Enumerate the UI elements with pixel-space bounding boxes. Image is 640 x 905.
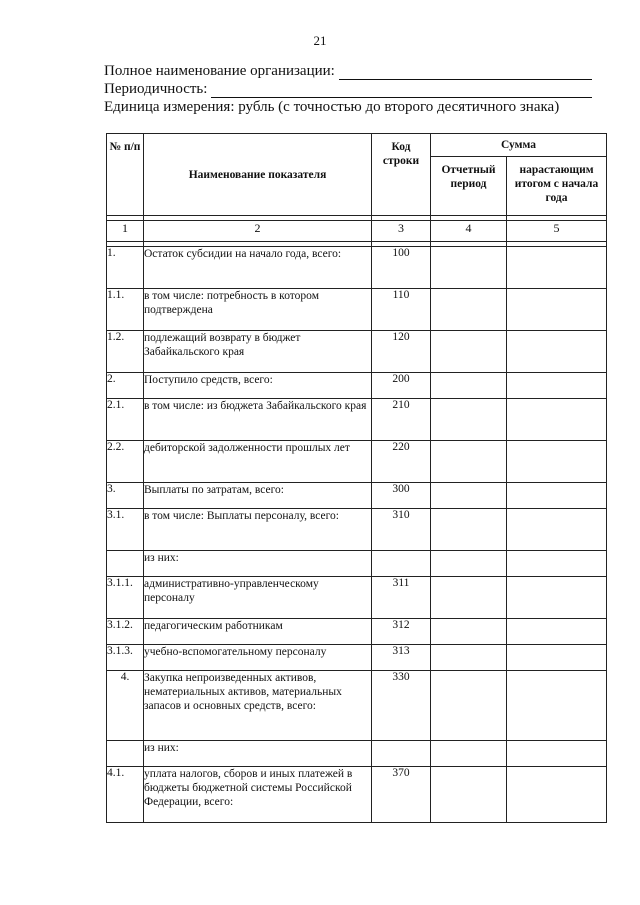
cumulative-value-cell[interactable] [507,577,607,619]
report-table [106,133,607,823]
row-code [372,741,431,767]
period-value-cell[interactable] [431,509,507,551]
period-value-cell[interactable] [431,289,507,331]
row-number: 2.2. [107,441,144,483]
row-code: 220 [372,441,431,483]
indicator-name: из них: [144,551,372,577]
period-value-cell[interactable] [431,741,507,767]
row-number: 1.1. [107,289,144,331]
period-value-cell[interactable] [431,373,507,399]
row-code: 370 [372,767,431,823]
indicator-name: Остаток субсидии на начало года, всего: [144,247,372,289]
row-number: 3.1. [107,509,144,551]
table-row [107,551,607,577]
row-number: 4. [107,671,144,741]
table-row [107,741,607,767]
row-code [372,551,431,577]
row-number: 1. [107,247,144,289]
cumulative-value-cell[interactable] [507,247,607,289]
indicator-name: в том числе: потребность в котором подтверждена [144,289,372,331]
header-code: Код строки [372,134,431,216]
cumulative-value-cell[interactable] [507,399,607,441]
cumulative-value-cell[interactable] [507,331,607,373]
table-row [107,509,607,551]
periodicity-line [104,80,604,98]
row-code: 210 [372,399,431,441]
indicator-name: Поступило средств, всего: [144,373,372,399]
header-name: Наименование показателя [144,134,372,216]
row-number: 4.1. [107,767,144,823]
periodicity-blank [211,84,592,98]
row-code: 311 [372,577,431,619]
index-cell: 2 [144,221,372,242]
row-number: 3.1.1. [107,577,144,619]
cumulative-value-cell[interactable] [507,509,607,551]
period-value-cell[interactable] [431,441,507,483]
row-number: 3.1.3. [107,645,144,671]
index-cell: 5 [507,221,607,242]
table-row [107,331,607,373]
period-value-cell[interactable] [431,331,507,373]
cumulative-value-cell[interactable] [507,551,607,577]
header-cumulative: нарастающим итогом с начала года [507,157,607,216]
table-row [107,247,607,289]
indicator-name: в том числе: Выплаты персоналу, всего: [144,509,372,551]
row-code: 200 [372,373,431,399]
row-number: 3.1.2. [107,619,144,645]
period-value-cell[interactable] [431,767,507,823]
indicator-name: педагогическим работникам [144,619,372,645]
indicator-name: из них: [144,741,372,767]
row-code: 120 [372,331,431,373]
cumulative-value-cell[interactable] [507,441,607,483]
row-code: 330 [372,671,431,741]
header-period: Отчетный период [431,157,507,216]
row-number: 3. [107,483,144,509]
row-code: 312 [372,619,431,645]
indicator-name: административно-управленческому персоналу [144,577,372,619]
report-body [107,216,607,823]
indicator-name: в том числе: из бюджета Забайкальского края [144,399,372,441]
organization-line [104,62,604,80]
period-value-cell[interactable] [431,619,507,645]
indicator-name: Выплаты по затратам, всего: [144,483,372,509]
row-number: 2.1. [107,399,144,441]
row-number [107,741,144,767]
row-number: 2. [107,373,144,399]
table-row [107,767,607,823]
period-value-cell[interactable] [431,247,507,289]
table-row [107,399,607,441]
organization-blank [339,66,592,80]
header-sum: Сумма [431,134,607,157]
period-value-cell[interactable] [431,577,507,619]
periodicity-label: Периодичность: [104,81,208,97]
row-code: 313 [372,645,431,671]
organization-label: Полное наименование организации: [104,63,335,79]
table-row [107,441,607,483]
cumulative-value-cell[interactable] [507,645,607,671]
header-num: № п/п [107,134,144,216]
cumulative-value-cell[interactable] [507,671,607,741]
cumulative-value-cell[interactable] [507,767,607,823]
table-row [107,577,607,619]
table-row [107,619,607,645]
cumulative-value-cell[interactable] [507,741,607,767]
row-code: 110 [372,289,431,331]
indicator-name: дебиторской задолженности прошлых лет [144,441,372,483]
cumulative-value-cell[interactable] [507,619,607,645]
table-row [107,645,607,671]
unit-label: Единица измерения: рубль (с точностью до второго десятичного знака) [104,99,560,115]
row-number: 1.2. [107,331,144,373]
indicator-name: уплата налогов, сборов и иных платежей в бюджеты бюджетной системы Российской Федерации, всего: [144,767,372,823]
index-cell: 4 [431,221,507,242]
cumulative-value-cell[interactable] [507,483,607,509]
index-row [107,221,607,242]
index-cell: 1 [107,221,144,242]
page-number: 21 [313,33,327,48]
period-value-cell[interactable] [431,645,507,671]
table-row [107,289,607,331]
cumulative-value-cell[interactable] [507,373,607,399]
cumulative-value-cell[interactable] [507,289,607,331]
indicator-name: Закупка непроизведенных активов, нематериальных активов, материальных запасов и основных средств, всего: [144,671,372,741]
report-meta [104,62,604,116]
period-value-cell[interactable] [431,483,507,509]
period-value-cell[interactable] [431,551,507,577]
period-value-cell[interactable] [431,671,507,741]
row-code: 100 [372,247,431,289]
period-value-cell[interactable] [431,399,507,441]
table-row [107,671,607,741]
row-number [107,551,144,577]
table-row [107,483,607,509]
unit-line [104,98,604,116]
index-cell: 3 [372,221,431,242]
indicator-name: подлежащий возврату в бюджет Забайкальского края [144,331,372,373]
row-code: 300 [372,483,431,509]
table-row [107,373,607,399]
row-code: 310 [372,509,431,551]
indicator-name: учебно-вспомогательному персоналу [144,645,372,671]
